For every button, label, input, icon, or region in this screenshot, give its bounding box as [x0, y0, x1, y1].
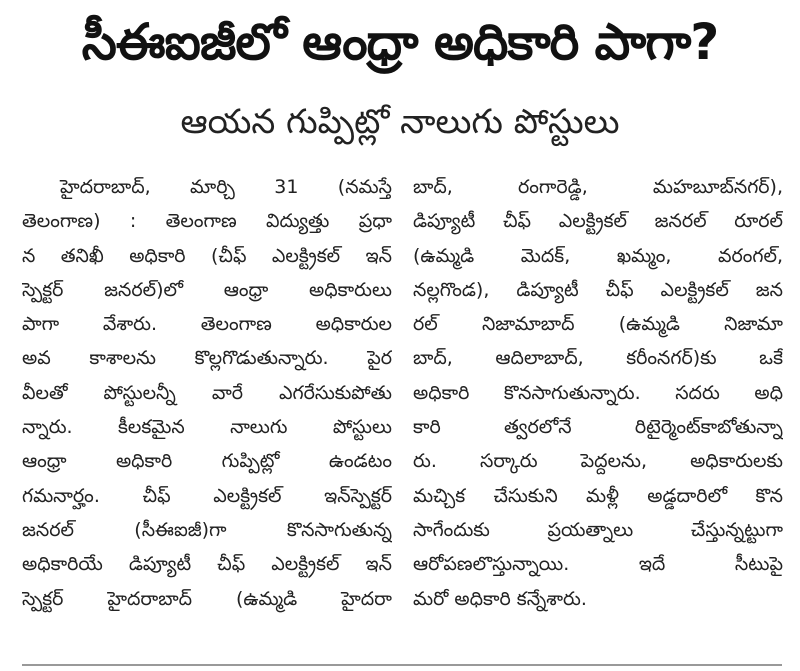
text-line: జనరల్ (సీఈఐజీ)గా కొనసాగుతున్న: [22, 518, 392, 541]
text-line: అవ కాశాలను కొల్లగొడుతున్నారు. పైర: [22, 347, 392, 370]
article-column-left: [22, 170, 392, 616]
text-line: స్పెక్టర్ హైదరాబాద్ (ఉమ్మడి హైదరా: [22, 587, 392, 610]
text-line: బాద్, ఆదిలాబాద్, కరీంనగర్)కు ఒకే: [413, 347, 783, 370]
text-line: హైదరాబాద్, మార్చి 31 (నమస్తే: [60, 176, 392, 198]
text-line: వీలతో పోస్టులన్నీ వారే ఎగరేసుకుపోతు: [22, 381, 392, 404]
text-line: పాగా వేశారు. తెలంగాణ అధికారుల: [22, 313, 392, 336]
text-line: డిప్యూటీ చీఫ్ ఎలక్ట్రికల్ జనరల్ రూరల్: [413, 210, 783, 233]
text-line: ఆరోపణలొస్తున్నాయి. ఇదే సీటుపై: [413, 553, 783, 576]
text-line: మరో అధికారి కన్నేశారు.: [413, 587, 587, 610]
article-subheadline: ఆయన గుప్పిట్లో నాలుగు పోస్టులు: [180, 102, 620, 142]
text-line: రల్ నిజామాబాద్ (ఉమ్మడి నిజామా: [413, 313, 783, 336]
text-line: న్నారు. కీలకమైన నాలుగు పోస్టులు: [22, 416, 392, 439]
text-line: న తనిఖీ అధికారి (చీఫ్ ఎలక్ట్రికల్ ఇన్: [22, 244, 392, 267]
text-line: ఆంధ్రా అధికారి గుప్పిట్లో ఉండటం: [22, 450, 392, 473]
text-line: స్పెక్టర్ జనరల్)లో ఆంధ్రా అధికారులు: [22, 278, 392, 301]
text-line: బాద్, రంగారెడ్డి, మహబూబ్‌నగర్),: [413, 176, 783, 198]
bottom-divider: [22, 664, 782, 666]
text-line: తెలంగాణ) : తెలంగాణ విద్యుత్తు ప్రధా: [22, 210, 392, 233]
text-line: మచ్చిక చేసుకుని మళ్లీ అడ్డదారిలో కొన: [413, 484, 783, 507]
article-headline: సీఈఐజీలో ఆంధ్రా అధికారి పాగా?: [81, 13, 719, 71]
text-line: నల్లగొండ), డిప్యూటీ చీఫ్ ఎలక్ట్రికల్ జన: [413, 278, 783, 301]
text-line: అధికారి కొనసాగుతున్నారు. సదరు అధి: [413, 381, 783, 404]
text-line: (ఉమ్మడి మెదక్, ఖమ్మం, వరంగల్,: [413, 244, 783, 267]
text-line: కారి త్వరలోనే రిటైర్మెంట్‌కాబోతున్నా: [413, 416, 783, 439]
article-column-right: [413, 170, 783, 616]
text-line: రు. సర్కారు పెద్దలను, అధికారులకు: [413, 450, 783, 473]
text-line: సాగేందుకు ప్రయత్నాలు చేస్తున్నట్టుగా: [413, 518, 783, 541]
text-line: అధికారియే డిప్యూటీ చీఫ్ ఎలక్ట్రికల్ ఇన్: [22, 553, 392, 576]
text-line: గమనార్హం. చీఫ్ ఎలక్ట్రికల్ ఇన్‌స్పెక్టర్: [22, 484, 392, 507]
